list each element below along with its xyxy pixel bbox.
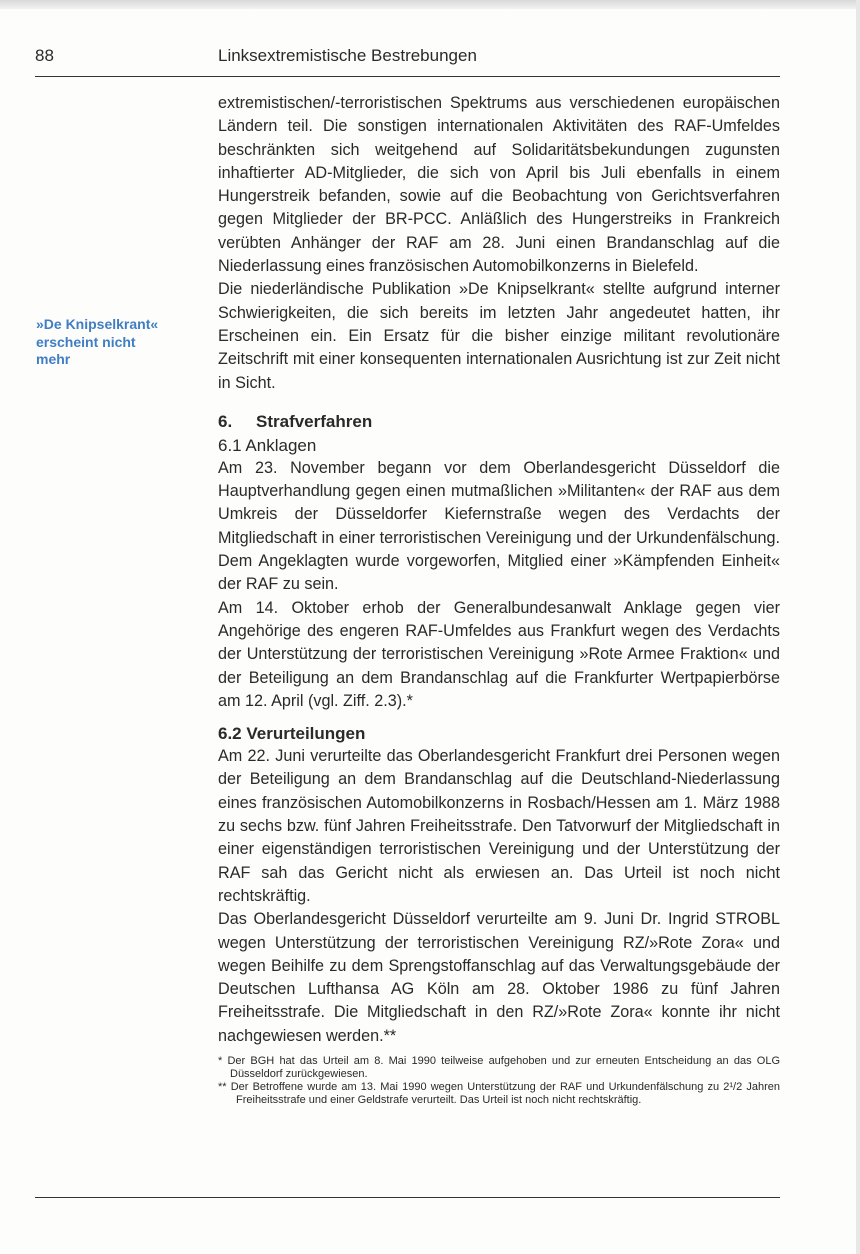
page-number: 88 [35, 46, 54, 65]
margin-note-line: »De Knipselkrant« [36, 316, 159, 332]
running-head: Linksextremistische Bestrebungen [218, 46, 477, 65]
paragraph: Am 22. Juni verurteilte das Oberlandesgericht Frankfurt drei Personen wegen der Beteiligung an dem Brandanschlag auf die Deutschland-Niederlassung eines französischen Automobilkonzerns in Rosbach/Hessen am 1. März 1988 zu sechs bzw. fünf Jahren Freiheitsstrafe. Den Tatvorwurf der Mitgliedschaft in einer eigenständigen terroristischen Vereinigung und der Unterstützung der RAF sah das Gericht nicht als erwiesen an. Das Urteil ist noch nicht rechtskräftig. [218, 747, 780, 905]
margin-note-line: erscheint nicht [36, 333, 136, 350]
scan-right-edge [856, 0, 860, 1254]
subsection-heading: 6.2 Verurteilungen [218, 724, 366, 744]
footnotes [218, 1055, 780, 1107]
paragraph: Die niederländische Publikation »De Knipselkrant« stellte aufgrund interner Schwierigkeiten, die sich bereits im letzten Jahr angedeutet hatten, ihr Erscheinen ein. Ein Ersatz für die bisher einzige militant revolutionäre Zeitschrift mit einer konsequenten internationalen Ausrichtung ist zur Zeit nicht in Sicht. [218, 280, 780, 392]
paragraph: Das Oberlandesgericht Düsseldorf verurteilte am 9. Juni Dr. Ingrid STROBL wegen Unterstützung der terroristischen Vereinigung RZ/»Rote Zora« und wegen Beihilfe zu dem Sprengstoffanschlag auf das Verwaltungsgebäude der Deutschen Lufthansa AG Köln am 28. Oktober 1986 zu fünf Jahren Freiheitsstrafe. Die Mitgliedschaft in den RZ/»Rote Zora« konnte ihr nicht nachgewiesen werden.** [218, 910, 780, 1045]
subsection-heading: 6.1 Anklagen [218, 435, 317, 455]
paragraph: Am 23. November begann vor dem Oberlandesgericht Düsseldorf die Hauptverhandlung gegen einen mutmaßlichen »Militanten« der RAF aus dem Umkreis der Düsseldorfer Kiefernstraße wegen des Verdachts der Mitgliedschaft in einer terroristischen Vereinigung und der Urkundenfälschung. Dem Angeklagten wurde vorgeworfen, Mitglied einer »Kämpfenden Einheit« der RAF zu sein. [218, 458, 780, 594]
section-number: 6. [218, 411, 233, 431]
margin-note-line: mehr [36, 351, 71, 367]
footnote: ** Der Betroffene wurde am 13. Mai 1990 wegen Unterstützung der RAF und Urkundenfälschung zu 2¹/2 Jahren Freiheitsstrafe und einer Geldstrafe verurteilt. Das Urteil ist noch nicht rechtskräftig. [218, 1080, 780, 1106]
header-rule [35, 76, 780, 77]
section-heading [218, 410, 780, 434]
footnote: * Der BGH hat das Urteil am 8. Mai 1990 teilweise aufgehoben und zur erneuten Entscheidung an das OLG Düsseldorf zurückgewiesen. [218, 1054, 780, 1080]
scan-top-edge [0, 0, 860, 9]
footer-rule [35, 1197, 780, 1198]
main-text [218, 92, 780, 1107]
paragraph: Am 14. Oktober erhob der Generalbundesanwalt Anklage gegen vier Angehörige des engeren RAF-Umfeldes aus Frankfurt wegen des Verdachts der Unterstützung der terroristischen Vereinigung »Rote Armee Fraktion« und der Beteiligung an dem Brandanschlag auf die Frankfurter Wertpapierbörse am 12. April (vgl. Ziff. 2.3).* [218, 598, 780, 710]
section-title: Strafverfahren [256, 411, 373, 431]
margin-note [36, 316, 186, 369]
paragraph: extremistischen/-terroristischen Spektrums aus verschiedenen europäischen Ländern teil. Die sonstigen internationalen Aktivitäten des RAF-Umfeldes beschränkten sich weitgehend auf Solidaritätsbekundungen zugunsten inhaftierter AD-Mitglieder, die sich von April bis Juli ebenfalls in einem Hungerstreik befanden, sowie auf die Beobachtung von Gerichtsverfahren gegen Mitglieder der BR-PCC. Anläßlich des Hungerstreiks in Frankreich verübten Anhänger der RAF am 28. Juni einen Brandanschlag auf die Niederlassung eines französischen Automobilkonzerns in Bielefeld. [218, 94, 780, 276]
